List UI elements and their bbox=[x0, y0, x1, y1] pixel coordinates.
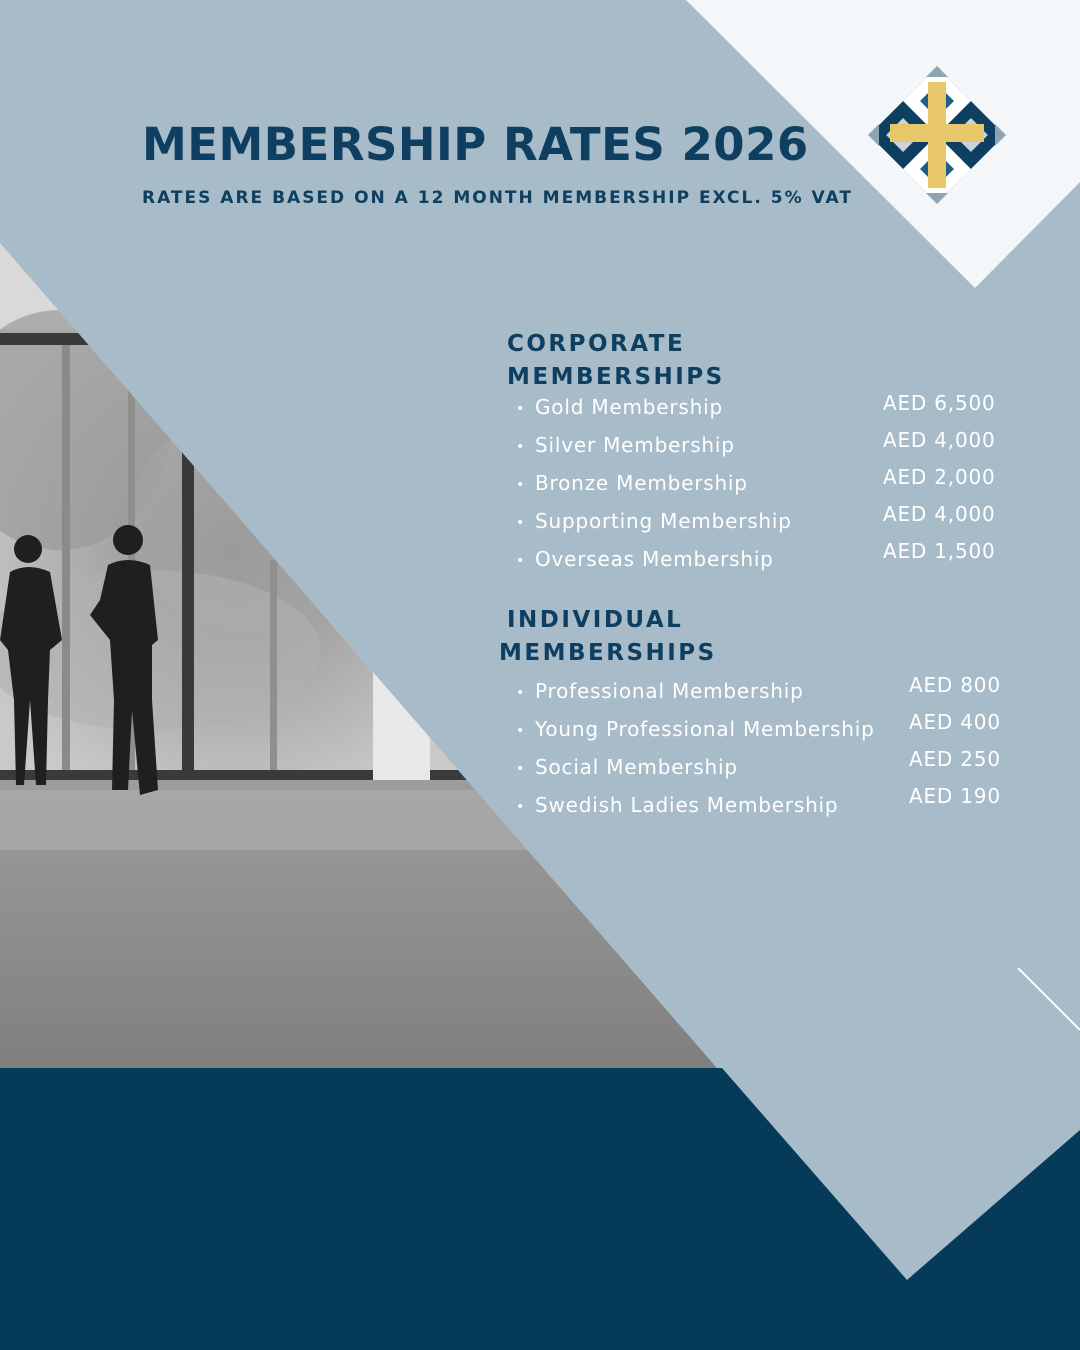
price-bronze: AED 2,000 bbox=[883, 465, 996, 489]
price-professional: AED 800 bbox=[909, 673, 1001, 697]
price-social: AED 250 bbox=[909, 747, 1001, 771]
bullet: • bbox=[516, 798, 526, 815]
individual-heading-line1: INDIVIDUAL bbox=[507, 607, 684, 633]
price-supporting: AED 4,000 bbox=[883, 502, 996, 526]
page-subtitle: RATES ARE BASED ON A 12 MONTH MEMBERSHIP EXCL. 5% VAT bbox=[142, 188, 853, 208]
individual-heading bbox=[499, 604, 717, 670]
price-overseas: AED 1,500 bbox=[883, 539, 996, 563]
logo-emblem-icon bbox=[868, 66, 1006, 204]
corporate-heading-line2: MEMBERSHIPS bbox=[507, 364, 725, 390]
corporate-item-overseas bbox=[516, 547, 774, 577]
price-gold: AED 6,500 bbox=[883, 391, 996, 415]
item-label: Social Membership bbox=[535, 755, 738, 779]
item-label: Supporting Membership bbox=[535, 509, 792, 533]
bottom-navy-band bbox=[0, 1068, 1080, 1350]
individual-item-swedish-ladies bbox=[516, 793, 838, 823]
individual-item-social bbox=[516, 755, 738, 785]
item-label: Overseas Membership bbox=[535, 547, 774, 571]
corporate-item-gold bbox=[516, 395, 723, 425]
bullet: • bbox=[516, 514, 526, 531]
item-label: Swedish Ladies Membership bbox=[535, 793, 839, 817]
individual-heading-line2: MEMBERSHIPS bbox=[499, 640, 717, 666]
corporate-item-bronze bbox=[516, 471, 748, 501]
item-label: Gold Membership bbox=[535, 395, 723, 419]
bullet: • bbox=[516, 684, 526, 701]
price-young-professional: AED 400 bbox=[909, 710, 1001, 734]
individual-item-young-professional bbox=[516, 717, 875, 747]
item-label: Young Professional Membership bbox=[535, 717, 875, 741]
corporate-item-supporting bbox=[516, 509, 792, 539]
price-swedish-ladies: AED 190 bbox=[909, 784, 1001, 808]
bullet: • bbox=[516, 552, 526, 569]
decorative-line bbox=[1018, 968, 1080, 1030]
corporate-heading bbox=[507, 328, 725, 394]
corporate-item-silver bbox=[516, 433, 735, 463]
individual-item-professional bbox=[516, 679, 804, 709]
page-title: MEMBERSHIP RATES 2026 bbox=[142, 118, 809, 171]
item-label: Bronze Membership bbox=[535, 471, 748, 495]
bullet: • bbox=[516, 760, 526, 777]
price-silver: AED 4,000 bbox=[883, 428, 996, 452]
item-label: Professional Membership bbox=[535, 679, 804, 703]
item-label: Silver Membership bbox=[535, 433, 735, 457]
bullet: • bbox=[516, 476, 526, 493]
bullet: • bbox=[516, 400, 526, 417]
bullet: • bbox=[516, 438, 526, 455]
corporate-heading-line1: CORPORATE bbox=[507, 331, 686, 357]
bullet: • bbox=[516, 722, 526, 739]
